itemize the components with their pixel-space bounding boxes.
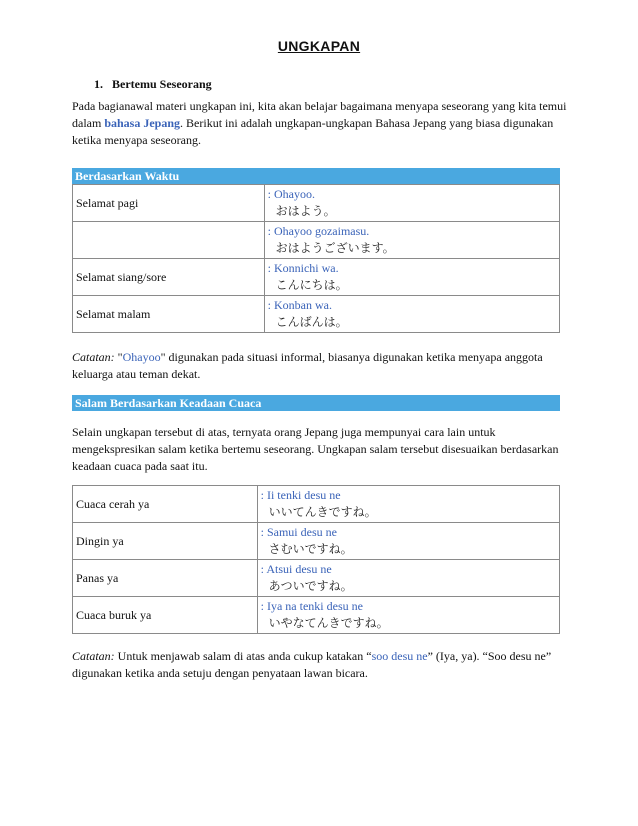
kana-text: さむいですね。 — [268, 542, 353, 556]
indonesian-phrase: Panas ya — [73, 560, 258, 597]
indonesian-phrase: Cuaca cerah ya — [73, 486, 258, 523]
japanese-phrase — [264, 259, 559, 296]
intro-text-1: Pada bagianawal materi ungkapan ini, kita akan belajar bagaimana menyapa seseorang yang kita temui dalam — [72, 99, 567, 130]
japanese-phrase — [257, 486, 559, 523]
greeting-weather-table — [72, 485, 560, 634]
romaji-text: : Iya na tenki desu ne — [260, 599, 363, 613]
indonesian-phrase: Selamat malam — [73, 296, 265, 333]
page-title: UNGKAPAN — [277, 38, 361, 54]
table-row — [73, 222, 560, 259]
note2-text-2: ” (Iya, ya). “Soo desu ne” digunakan ketika anda setuju dengan penyataan lawan bicara. — [72, 649, 552, 680]
intro-text-2: . Berikut ini adalah ungkapan-ungkapan Bahasa Jepang yang biasa digunakan ketika menyapa seseorang. — [72, 116, 554, 147]
note-quote: " — [114, 350, 123, 364]
romaji-text: : Ohayoo. — [267, 187, 315, 201]
note2-word: soo desu ne — [371, 649, 428, 663]
section-bar-cuaca: Salam Berdasarkan Keadaan Cuaca — [72, 395, 560, 411]
romaji-text: : Samui desu ne — [260, 525, 337, 539]
weather-paragraph: Selain ungkapan tersebut di atas, ternyata orang Jepang juga mempunyai cara lain untuk mengekspresikan salam ketika bertemu seseorang. Ungkapan salam tersebut disesuaikan berdasarkan keadaan cuaca pada saat itu. — [72, 425, 559, 473]
kana-text: あついですね。 — [268, 579, 353, 593]
romaji-text: : Ii tenki desu ne — [260, 488, 341, 502]
note2-text-1: Untuk menjawab salam di atas anda cukup katakan “ — [114, 649, 372, 663]
indonesian-phrase: Selamat pagi — [73, 185, 265, 222]
intro-highlight: bahasa Jepang — [104, 116, 181, 130]
table-row — [73, 259, 560, 296]
kana-text: いやなてんきですね。 — [268, 616, 389, 630]
japanese-phrase — [264, 296, 559, 333]
romaji-text: : Ohayoo gozaimasu. — [267, 224, 370, 238]
indonesian-phrase: Cuaca buruk ya — [73, 597, 258, 634]
note-ohayoo — [72, 349, 572, 383]
table-row — [73, 597, 560, 634]
section-number: 1. — [94, 77, 103, 91]
table-row — [73, 296, 560, 333]
indonesian-phrase — [73, 222, 265, 259]
romaji-text: : Konnichi wa. — [267, 261, 339, 275]
note-word: Ohayoo — [122, 350, 161, 364]
greeting-time-table — [72, 184, 560, 333]
kana-text: こんばんは。 — [275, 315, 348, 329]
japanese-phrase — [264, 185, 559, 222]
japanese-phrase — [257, 560, 559, 597]
note-lead: Catatan: — [72, 350, 115, 364]
section-heading — [94, 77, 212, 92]
note-text: " digunakan pada situasi informal, biasanya digunakan ketika menyapa anggota keluarga atau teman dekat. — [72, 350, 543, 381]
kana-text: おはようございます。 — [275, 241, 395, 255]
japanese-phrase — [264, 222, 559, 259]
kana-text: こんにちは。 — [275, 278, 348, 292]
indonesian-phrase: Dingin ya — [73, 523, 258, 560]
kana-text: いいてんきですね。 — [268, 505, 377, 519]
romaji-text: : Atsui desu ne — [260, 562, 332, 576]
intro-paragraph — [72, 98, 572, 149]
japanese-phrase — [257, 597, 559, 634]
section-bar-waktu: Berdasarkan Waktu — [72, 168, 560, 184]
japanese-phrase — [257, 523, 559, 560]
table-row — [73, 560, 560, 597]
section-label: Bertemu Seseorang — [112, 77, 212, 91]
romaji-text: : Konban wa. — [267, 298, 332, 312]
note-soo-desu-ne — [72, 648, 562, 682]
indonesian-phrase: Selamat siang/sore — [73, 259, 265, 296]
table-row — [73, 486, 560, 523]
table-row — [73, 523, 560, 560]
kana-text: おはよう。 — [275, 204, 336, 218]
note2-lead: Catatan: — [72, 649, 115, 663]
table-row — [73, 185, 560, 222]
